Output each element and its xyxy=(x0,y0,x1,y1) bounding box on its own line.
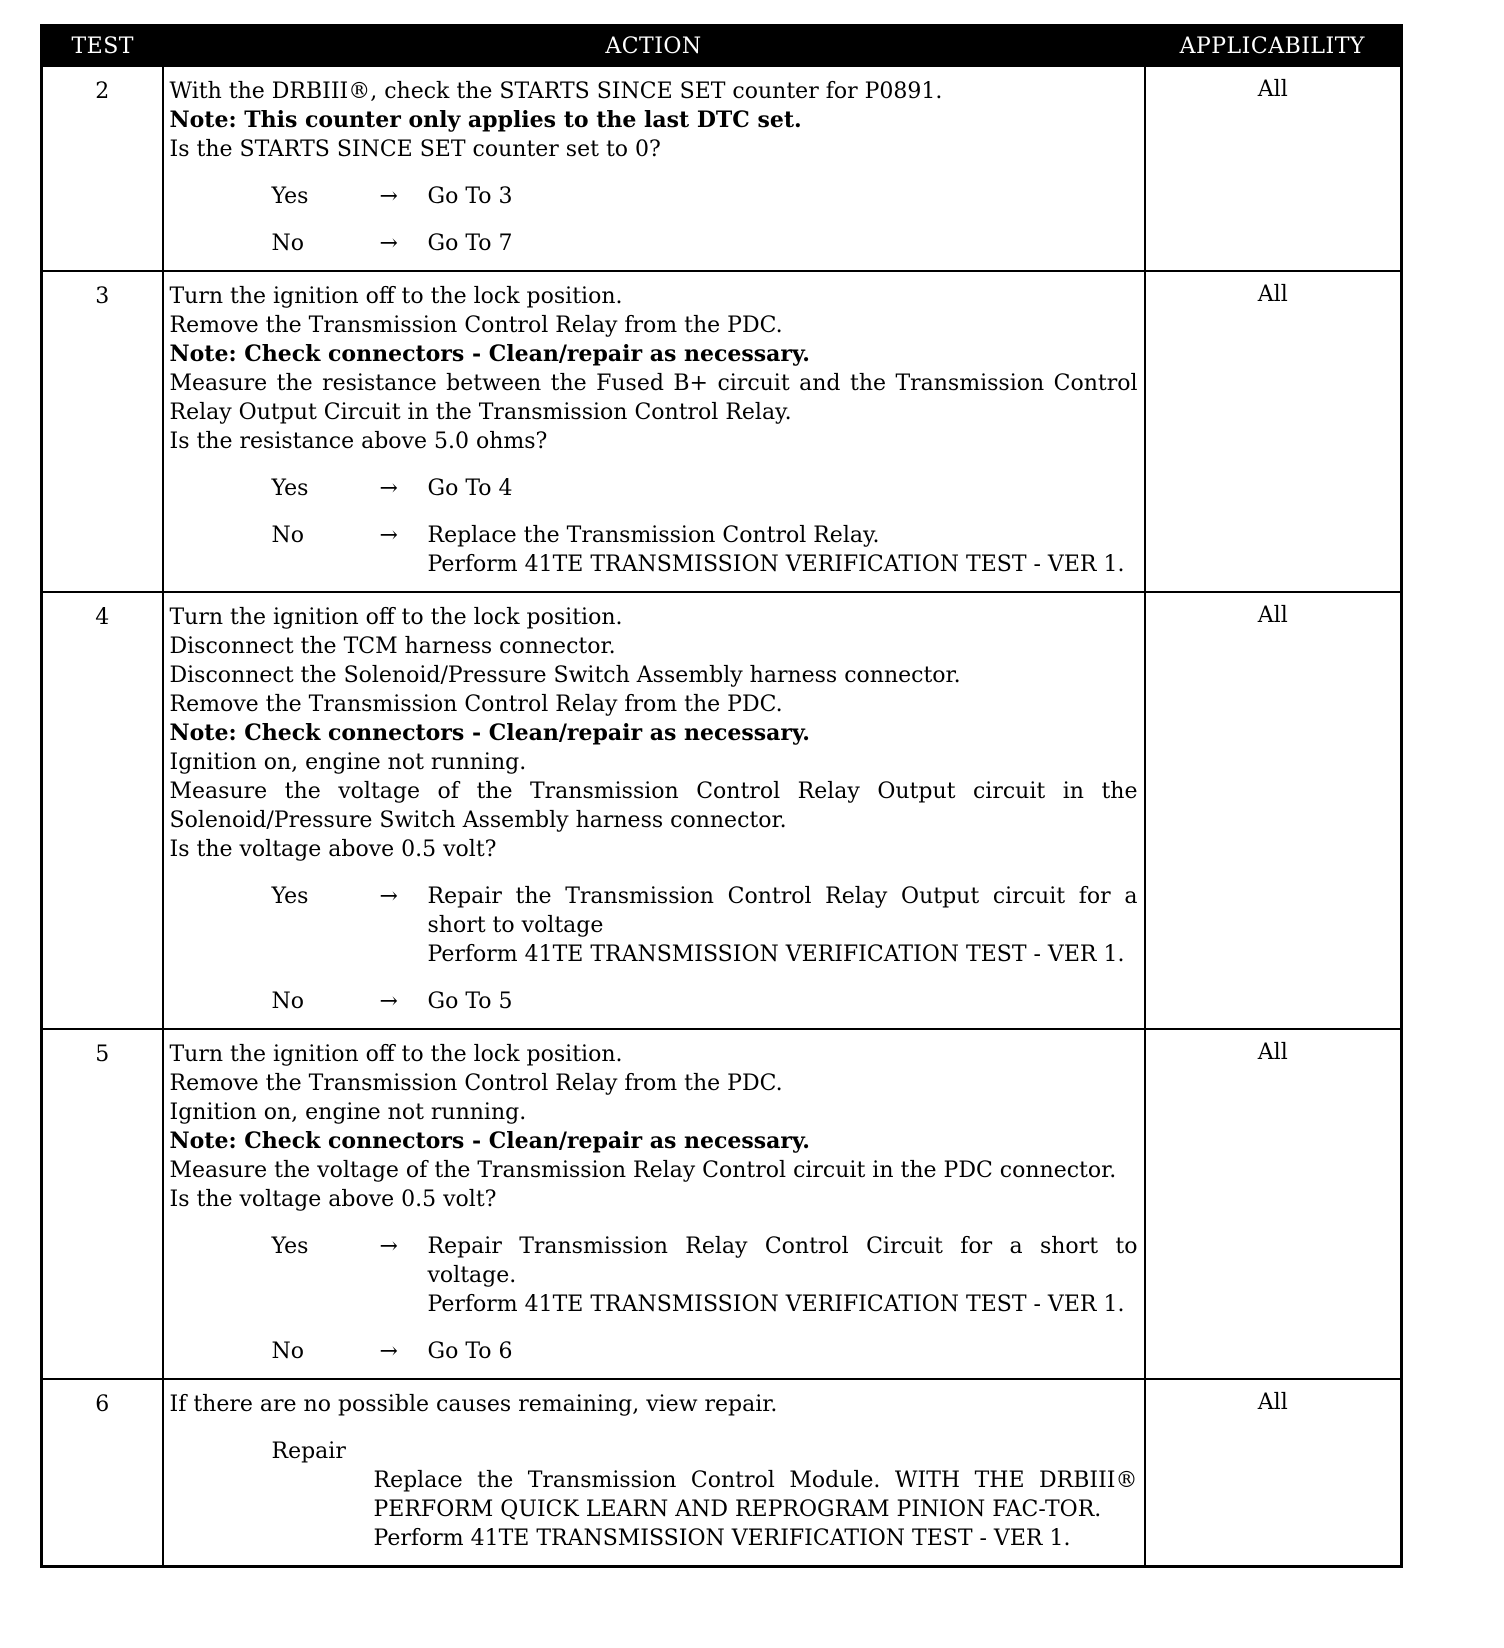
answer-label: No xyxy=(271,1339,304,1364)
table-header-row xyxy=(42,26,1402,67)
action-line: Turn the ignition off to the lock position. xyxy=(169,284,623,309)
action-question: Is the voltage above 0.5 volt? xyxy=(169,837,497,862)
answer-result-line: Repair the Transmission Control Relay Output circuit for a short to voltage xyxy=(427,884,1138,938)
action-line: Disconnect the Solenoid/Pressure Switch Assembly harness connector. xyxy=(169,663,961,688)
answer-result xyxy=(428,987,1138,1016)
action-question: Is the resistance above 5.0 ohms? xyxy=(169,429,548,454)
action-question: Is the voltage above 0.5 volt? xyxy=(169,1187,497,1212)
diagnostic-test-table xyxy=(40,24,1403,1568)
repair-line: Perform 41TE TRANSMISSION VERIFICATION TEST - VER 1. xyxy=(373,1526,1071,1551)
action-note: Note: Check connectors - Clean/repair as necessary. xyxy=(169,1128,810,1154)
action-cell xyxy=(163,66,1145,271)
action-note: Note: Check connectors - Clean/repair as necessary. xyxy=(169,341,810,367)
arrow-icon: → xyxy=(379,1339,398,1364)
action-line: Ignition on, engine not running. xyxy=(169,1100,527,1125)
action-line: Ignition on, engine not running. xyxy=(169,750,527,775)
arrow-icon: → xyxy=(379,989,398,1014)
repair-line: Replace the Transmission Control Module. WITH THE DRBIII® PERFORM QUICK LEARN AND REPROGRAM PINION FAC-TOR. xyxy=(373,1468,1138,1522)
answer-label: Yes xyxy=(271,1234,309,1259)
arrow-icon: → xyxy=(379,231,398,256)
answer-yes xyxy=(170,474,1138,503)
action-cell xyxy=(163,1379,1145,1567)
action-line: If there are no possible causes remaining, view repair. xyxy=(169,1392,778,1417)
answer-label: Yes xyxy=(271,184,309,209)
action-line: Measure the voltage of the Transmission Relay Control circuit in the PDC connector. xyxy=(169,1158,1117,1183)
answer-yes xyxy=(170,882,1138,969)
header-applicability: APPLICABILITY xyxy=(1145,26,1402,67)
answer-result-line: Perform 41TE TRANSMISSION VERIFICATION TEST - VER 1. xyxy=(427,552,1125,577)
action-note: Note: Check connectors - Clean/repair as necessary. xyxy=(169,720,810,746)
action-note: Note: This counter only applies to the last DTC set. xyxy=(169,107,802,133)
applicability-value: All xyxy=(1145,1379,1402,1567)
answer-no xyxy=(170,987,1138,1016)
answer-result-line: Go To 4 xyxy=(427,476,513,501)
answer-label: No xyxy=(271,989,304,1014)
header-action: ACTION xyxy=(163,26,1145,67)
action-line: Turn the ignition off to the lock position. xyxy=(169,605,623,630)
answer-result-line: Repair Transmission Relay Control Circuit for a short to voltage. xyxy=(427,1234,1138,1288)
answer-result xyxy=(428,182,1138,211)
answer-result xyxy=(428,521,1138,579)
applicability-value: All xyxy=(1145,271,1402,592)
table-row xyxy=(42,1379,1402,1567)
action-cell xyxy=(163,592,1145,1029)
answer-result xyxy=(428,1337,1138,1366)
test-number: 6 xyxy=(42,1379,163,1567)
arrow-icon: → xyxy=(379,884,398,909)
action-question: Is the STARTS SINCE SET counter set to 0? xyxy=(169,137,661,162)
answer-result-line: Perform 41TE TRANSMISSION VERIFICATION TEST - VER 1. xyxy=(427,942,1125,967)
table-row xyxy=(42,592,1402,1029)
answer-no xyxy=(170,229,1138,258)
answer-result xyxy=(428,474,1138,503)
test-number: 4 xyxy=(42,592,163,1029)
answer-label: No xyxy=(271,231,304,256)
table-row xyxy=(42,1029,1402,1379)
action-cell xyxy=(163,271,1145,592)
arrow-icon: → xyxy=(379,476,398,501)
table-row xyxy=(42,271,1402,592)
answer-result-line: Go To 3 xyxy=(427,184,513,209)
answer-result xyxy=(428,229,1138,258)
answer-result xyxy=(428,1232,1138,1319)
applicability-value: All xyxy=(1145,66,1402,271)
arrow-icon: → xyxy=(379,523,398,548)
action-line: Remove the Transmission Control Relay from the PDC. xyxy=(169,1071,783,1096)
answer-result xyxy=(428,882,1138,969)
test-number: 3 xyxy=(42,271,163,592)
action-line: Remove the Transmission Control Relay from the PDC. xyxy=(169,313,783,338)
answer-result-line: Replace the Transmission Control Relay. xyxy=(427,523,880,548)
repair-label: Repair xyxy=(271,1439,346,1464)
action-line: Measure the voltage of the Transmission Control Relay Output circuit in the Solenoid/Pressure Switch Assembly harness connector. xyxy=(169,779,1138,833)
answer-no xyxy=(170,1337,1138,1366)
test-number: 5 xyxy=(42,1029,163,1379)
answer-label: No xyxy=(271,523,304,548)
test-number: 2 xyxy=(42,66,163,271)
answer-result-line: Perform 41TE TRANSMISSION VERIFICATION TEST - VER 1. xyxy=(427,1292,1125,1317)
action-line: With the DRBIII®, check the STARTS SINCE SET counter for P0891. xyxy=(169,79,943,104)
answer-yes xyxy=(170,182,1138,211)
answer-label: Yes xyxy=(271,884,309,909)
action-line: Turn the ignition off to the lock position. xyxy=(169,1042,623,1067)
arrow-icon: → xyxy=(379,184,398,209)
answer-label: Yes xyxy=(271,476,309,501)
answer-result-line: Go To 7 xyxy=(427,231,513,256)
action-line: Measure the resistance between the Fused B+ circuit and the Transmission Control Relay Output Circuit in the Transmission Control Relay. xyxy=(169,371,1138,425)
arrow-icon: → xyxy=(379,1234,398,1259)
answer-no xyxy=(170,521,1138,579)
table-row xyxy=(42,66,1402,271)
action-cell xyxy=(163,1029,1145,1379)
action-line: Remove the Transmission Control Relay from the PDC. xyxy=(169,692,783,717)
applicability-value: All xyxy=(1145,1029,1402,1379)
action-line: Disconnect the TCM harness connector. xyxy=(169,634,616,659)
header-test: TEST xyxy=(42,26,163,67)
repair-body xyxy=(170,1466,1138,1553)
answer-result-line: Go To 6 xyxy=(427,1339,513,1364)
applicability-value: All xyxy=(1145,592,1402,1029)
answer-yes xyxy=(170,1232,1138,1319)
answer-result-line: Go To 5 xyxy=(427,989,513,1014)
